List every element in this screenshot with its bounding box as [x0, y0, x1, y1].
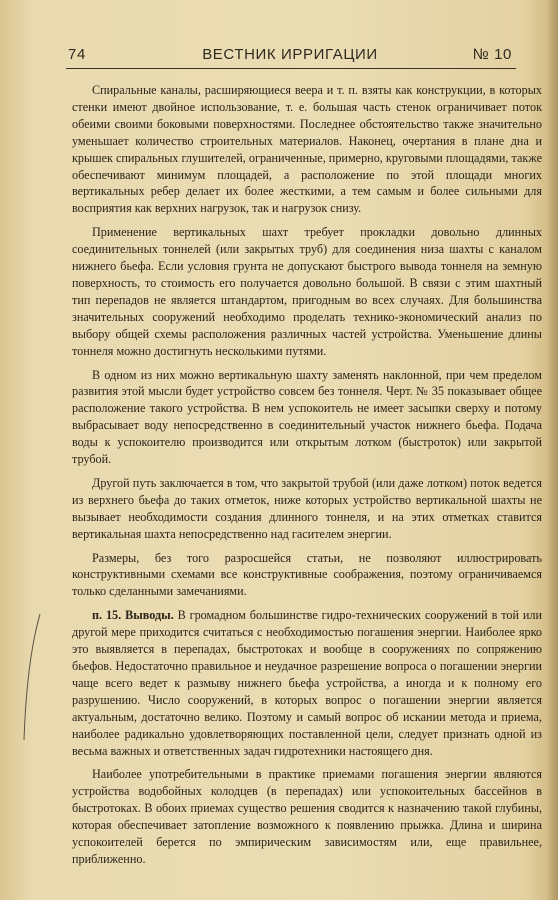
section-paragraph [72, 607, 542, 759]
page-fold-shadow [546, 0, 558, 900]
paragraph: Применение вертикальных шахт требует прокладки довольно длинных соединительных тоннелей (или закрытых труб) для соединения низа шахты с каналом нижнего бьефа. Если условия грунта не допускают быстрого вывода тоннеля на земную поверхность, то стоимость его получается довольно большой. В связи с этим шахтный тип перепадов не является штандартом, пригодным во всех случаях. Для большинства значительных сооружений необходимо проделать технико-экономический анализ по выбору общей схемы расположения различных частей устройства. Уменьшение длины тоннеля можно достигнуть несколькими путями. [72, 225, 542, 358]
header-rule [66, 68, 516, 69]
pencil-margin-mark [18, 612, 48, 742]
paragraph: Размеры, без того разросшейся статьи, не позволяют иллюстрировать конструктивными схемами все конструктивные соображения, поэтому ограничиваемся только сделанными замечаниями. [72, 550, 542, 599]
paragraph: В одном из них можно вертикальную шахту заменять наклонной, при чем пределом развития этой мысли будет устройство совсем без тоннеля. Черт. № 35 показывает общее расположение такого устройства. В нем успокоитель не имеет засыпки сверху и потому выбрасывает воду непосредственно в соединительный участок нижнего бьефа. Подача воды к успокоителю производится или открытым лотком (быстроток) или закрытой трубой. [72, 367, 542, 467]
paragraph: Другой путь заключается в том, что закрытой трубой (или даже лотком) поток ведется из верхнего бьефа до таких отметок, ниже которых устройство вертикальной шахты не вызывает необходимости создания длинного тоннеля, и на этих отметках ставится вертикальная шахта непосредственно над гасителем энергии. [72, 475, 542, 541]
journal-title: ВЕСТНИК ИРРИГАЦИИ [202, 46, 378, 63]
paragraph: Спиральные каналы, расширяющиеся веера и т. п. взяты как конструкции, в которых стенки имеют двойное использование, т. е. большая часть стенок ограничивает поток обеими своими боковыми поверхностями. Последнее обстоятельство также значительно уменьшает количество строительных материалов. Наконец, очертания в плане дна и крышек спиральных глушителей, ограниченные, примерно, круговыми площадями, также обеспечивают минимум площадей, а расположение по этой площади многих вертикальных ребер делает их более жесткими, а тем самым и более сильными для восприятия как верхних нагрузок, так и нагрузок снизу. [72, 83, 542, 216]
issue-number: № 10 [472, 46, 512, 63]
article-body [72, 82, 542, 868]
running-header [68, 46, 512, 66]
section-heading: п. 15. Выводы. [92, 608, 174, 623]
page-number: 74 [68, 46, 86, 63]
paragraph: Наиболее употребительными в практике приемами погашения энергии являются устройства водобойных колодцев (в перепадах) или успокоительных бассейнов в быстротоках. В обоих приемах существо решения сводится к назначению такой глубины, которая обеспечивает затопление возможного к появлению прыжка. Длина и ширина успокоителей берется по эмпирическим зависимостям или, еще правильнее, приближенно. [72, 767, 542, 866]
section-text: В громадном большинстве гидро-технических сооружений в той или другой мере приходится считаться с необходимостью погашения энергии. Наиболее ярко это выявляется в перепадах, быстротоках и вообще в сооружениях по сопряжению бьефов. Недостаточно правильное и неудачное разрешение вопроса о погашении энергии чаще всего ведет к размыву нижнего бьефа устройства, а иногда и к полному его разрушению. Число сооружений, в которых вопрос о погашении энергии является актуальным, достаточно велико. Поэтому и самый вопрос об искании метода и приема, наиболее радикально удовлетворяющих поставленной цели, следует признать одной из весьма важных и ответственных задач гидротехники настоящего дня. [72, 608, 543, 758]
